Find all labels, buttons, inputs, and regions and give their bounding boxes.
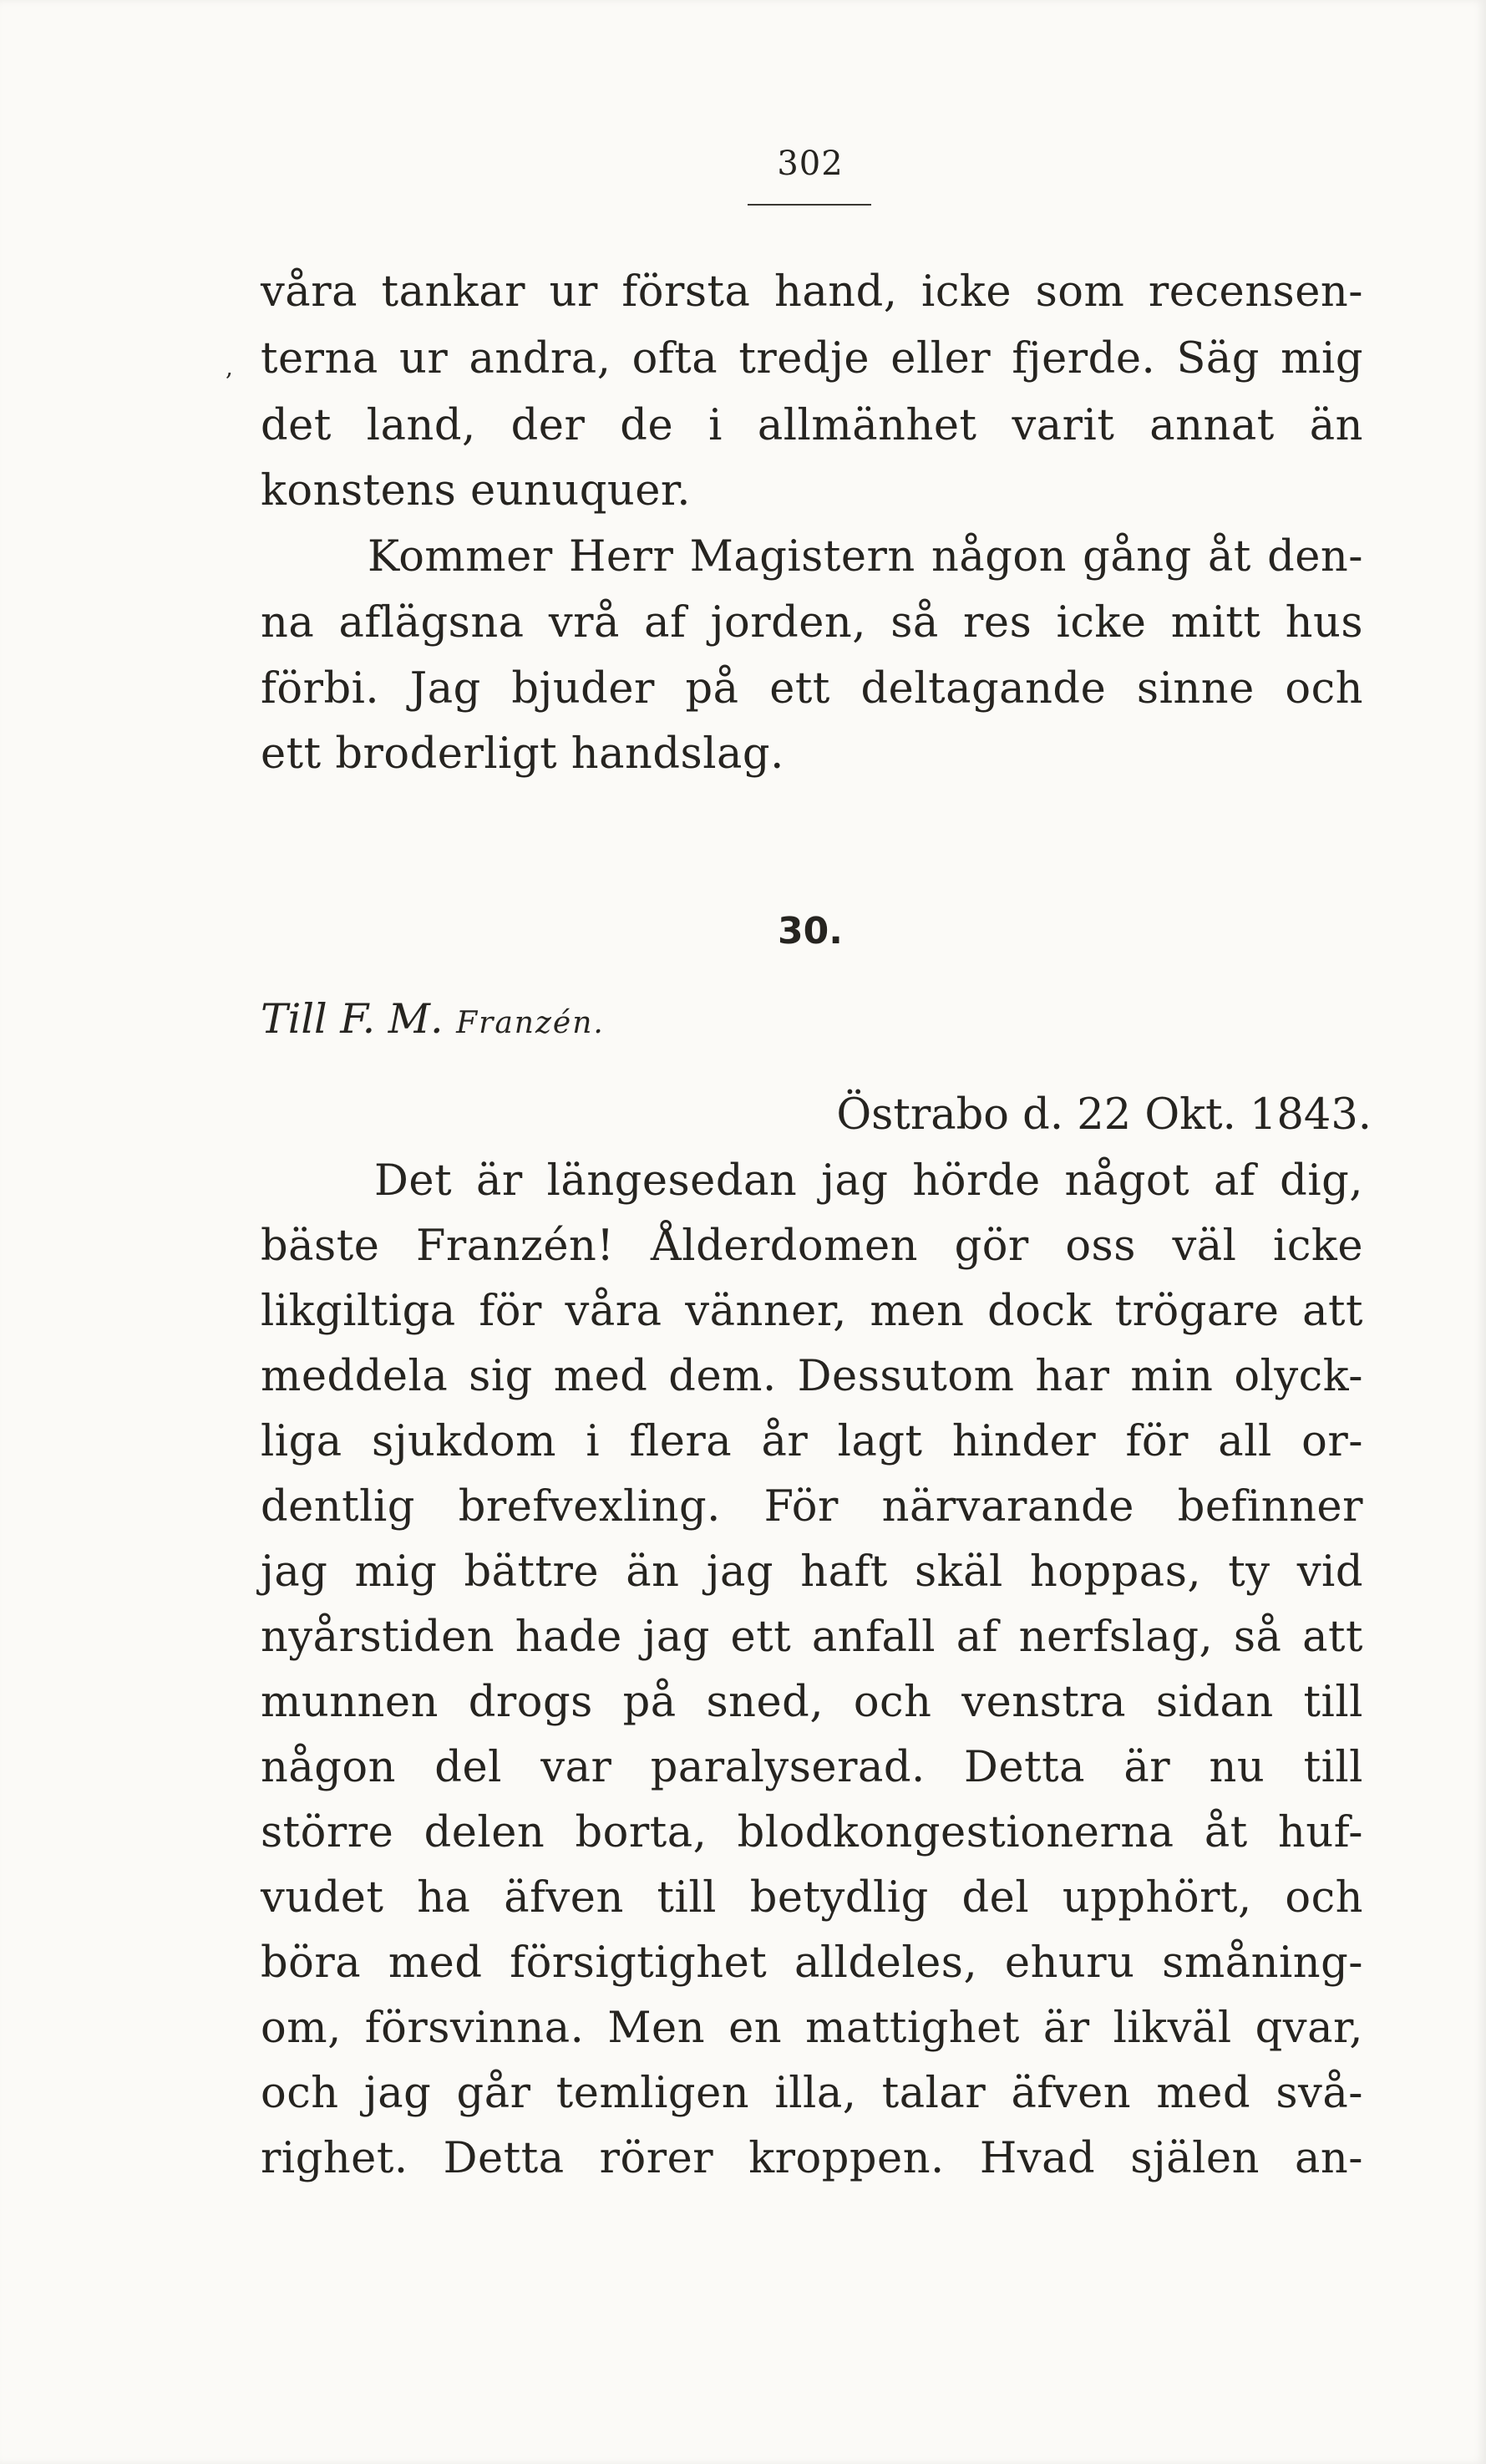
text-line: och jag går temligen illa, talar äfven med svå- (261, 2069, 1363, 2118)
text-line: ett broderligt handslag. (261, 729, 784, 779)
text-line: förbi. Jag bjuder på ett deltagande sinne och (261, 664, 1363, 714)
text-line: na aflägsna vrå af jorden, så res icke mitt hus (261, 598, 1363, 648)
addressee-name: Franzén. (456, 1006, 605, 1040)
section-number: 30. (778, 910, 843, 953)
text-line: bäste Franzén! Ålderdomen gör oss väl icke (261, 1222, 1363, 1271)
text-line: nyårstiden hade jag ett anfall af nerfslag, så att (261, 1613, 1363, 1662)
text-line: vudet ha äfven till betydlig del upphört, och (261, 1873, 1363, 1923)
text-line: någon del var paralyserad. Detta är nu till (261, 1743, 1363, 1792)
text-line: meddela sig med dem. Dessutom har min olyck- (261, 1352, 1363, 1401)
text-line: munnen drogs på sned, och venstra sidan till (261, 1678, 1363, 1727)
letter-dateline: Östrabo d. 22 Okt. 1843. (836, 1090, 1372, 1140)
text-line: dentlig brefvexling. För närvarande befinner (261, 1482, 1363, 1532)
page-number: 302 (777, 145, 844, 183)
letter-addressee (261, 990, 605, 1053)
text-line: större delen borta, blodkongestionerna åt huf- (261, 1808, 1363, 1857)
text-line: likgiltiga för våra vänner, men dock trögare att (261, 1287, 1363, 1336)
text-line: liga sjukdom i flera år lagt hinder för all or- (261, 1417, 1363, 1466)
text-line: Det är längesedan jag hörde något af dig, (374, 1156, 1363, 1206)
addressee-prefix: Till F. M. (261, 995, 444, 1043)
text-line: righet. Detta rörer kroppen. Hvad själen an- (261, 2134, 1363, 2183)
text-line: det land, der de i allmänhet varit annat än (261, 401, 1363, 450)
margin-mark: , (226, 353, 233, 381)
text-line: Kommer Herr Magistern någon gång åt den- (368, 532, 1363, 582)
text-line: jag mig bättre än jag haft skäl hoppas, ty vid (261, 1547, 1363, 1597)
header-rule (748, 204, 871, 206)
text-line: böra med försigtighet alldeles, ehuru småning- (261, 1938, 1363, 1988)
text-line: terna ur andra, ofta tredje eller fjerde. Säg mig (261, 334, 1363, 384)
text-line: konstens eunuquer. (261, 466, 691, 516)
text-line: våra tankar ur första hand, icke som recensen- (261, 267, 1363, 317)
text-line: om, försvinna. Men en mattighet är likväl qvar, (261, 2004, 1363, 2053)
